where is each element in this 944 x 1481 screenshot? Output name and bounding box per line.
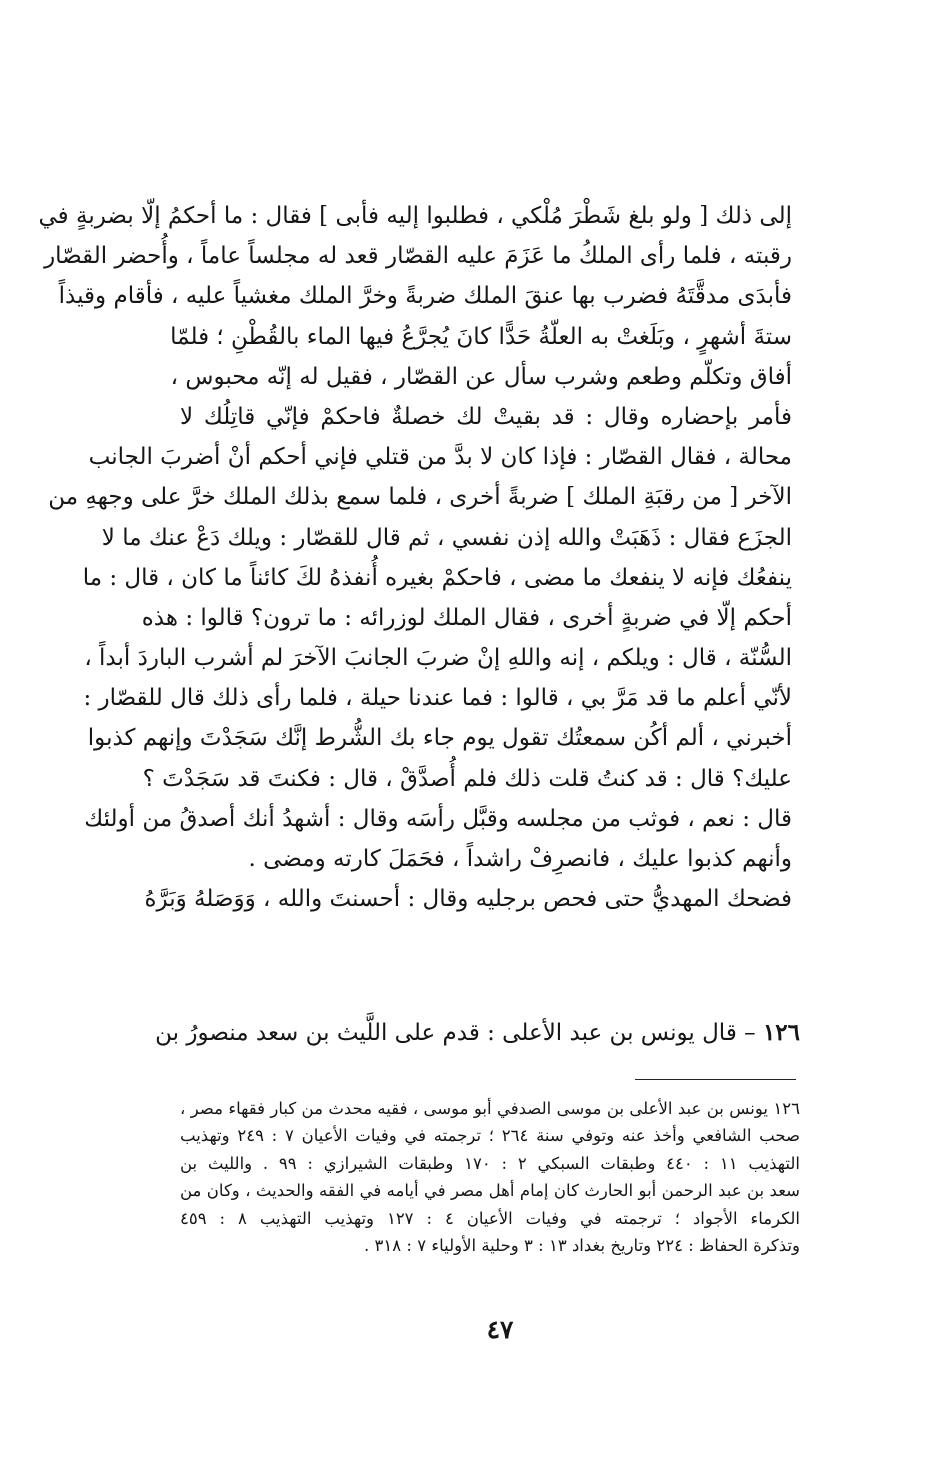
text-line: فأمر بإحضاره وقال : قد بقيتْ لك خصلةٌ فاحكمْ فإنّي قاتِلُك لا	[180, 403, 792, 430]
entry-number: ١٢٦	[762, 1019, 800, 1046]
text-line: فأبدَى مدقَّتَهُ فضرب بها عنقَ الملك ضربةً وخرَّ الملك مغشياً عليه ، فأقام وقيذاً	[58, 283, 792, 310]
page-number: ٤٧	[486, 1315, 514, 1344]
footnote-line: سعد بن عبد الرحمن أبو الحارث كان إمام أهل مصر في أيامه في الفقه والحديث ، وكان من	[180, 1181, 800, 1201]
footnote-line: الكرماء الأجواد ؛ ترجمته في وفيات الأعيان ٤ : ١٢٧ وتهذيب التهذيب ٨ : ٤٥٩	[180, 1208, 800, 1228]
footnote-line: التهذيب ١١ : ٤٤٠ وطبقات السبكي ٢ : ١٧٠ وطبقات الشيرازي : ٩٩ . والليث بن	[180, 1153, 800, 1173]
footnote-line: وتذكرة الحفاظ : ٢٢٤ وتاريخ بغداد ١٣ : ٣ وحلية الأولياء ٧ : ٣١٨ .	[364, 1235, 800, 1255]
text-line: الآخر [ من رقبَةِ الملك ] ضربةً أخرى ، فلما سمع بذلك الملك خرَّ على وجههِ من	[48, 484, 792, 511]
text-line: أفاق وتكلّم وطعم وشرب سأل عن القصّار ، فقيل له إنّه محبوس ،	[170, 363, 792, 390]
footnote-divider	[635, 1079, 796, 1080]
text-line: قال : نعم ، فوثب من مجلسه وقبَّل رأسَه وقال : أشهدُ أنك أصدقُ من أولئك	[84, 805, 792, 832]
footnote-line: ١٢٦ يونس بن عبد الأعلى بن موسى الصدفي أبو موسى ، فقيه محدث من كبار فقهاء مصر ،	[180, 1099, 800, 1118]
main-text-block	[38, 196, 792, 919]
text-line: أخبرني ، ألم أكُن سمعتُك تقول يوم جاء بك الشُّرط إنَّك سَجَدْتَ وإنهم كذبوا	[87, 725, 792, 752]
text-line: أحكم إلّا في ضربةٍ أخرى ، فقال الملك لوزرائه : ما ترون؟ قالوا : هذه	[141, 604, 792, 631]
footnote-line: صحب الشافعي وأخذ عنه وتوفي سنة ٢٦٤ ؛ ترجمته في وفيات الأعيان ٧ : ٢٤٩ وتهذيب	[180, 1126, 800, 1146]
text-line: ستةَ أشهرٍ ، وبَلَغتْ به العلّةُ حَدًّا كانَ يُجرَّعُ فيها الماء بالقُطْنِ ؛ فلمّا	[170, 323, 792, 350]
entry-heading	[155, 1013, 800, 1053]
text-line: لأنّي أعلم ما قد مَرَّ بي ، قالوا : فما عندنا حيلة ، فلما رأى ذلك قال للقصّار :	[83, 685, 792, 712]
footnotes-block	[180, 1095, 800, 1259]
text-line: محالة ، فقال القصّار : فإذا كان لا بدَّ من قتلي فإني أحكم أنْ أضربَ الجانب	[88, 444, 792, 471]
entry-dash: –	[736, 1020, 763, 1046]
text-line: السُّنّة ، قال : ويلكم ، إنه واللهِ إنْ ضربَ الجانبَ الآخرَ لم أشرب الباردَ أبداً ،	[84, 645, 792, 672]
text-line: الجزَع فقال : ذَهَبَتْ والله إذن نفسي ، ثم قال للقصّار : ويلك دَعْ عنك ما لا	[101, 524, 792, 551]
text-line: وأنهم كذبوا عليك ، فانصرِفْ راشداً ، فحَمَلَ كارته ومضى .	[248, 846, 792, 872]
entry-text: قال يونس بن عبد الأعلى : قدم على اللَّيث بن سعد منصورُ بن	[155, 1020, 737, 1046]
text-line: ينفعُك فإنه لا ينفعك ما مضى ، فاحكمْ بغيره أُنفذهُ لكَ كائناً ما كان ، قال : ما	[82, 564, 792, 591]
text-line: رقبته ، فلما رأى الملكُ ما عَزَمَ عليه القصّار قعد له مجلساً عاماً ، وأُحضر القصّار	[44, 243, 792, 270]
text-line: عليك؟ قال : قد كنتُ قلت ذلك فلم أُصدَّقْ ، قال : فكنتَ قد سَجَدْتَ ؟	[142, 765, 792, 792]
text-line: إلى ذلك [ ولو بلغ شَطْرَ مُلْكي ، فطلبوا إليه فأبى ] فقال : ما أحكمُ إلّا بضربةٍ في	[38, 203, 792, 229]
text-line: فضحك المهديُّ حتى فحص برجليه وقال : أحسنتَ والله ، وَوَصَلهُ وَبَرَّهُ	[144, 886, 792, 913]
